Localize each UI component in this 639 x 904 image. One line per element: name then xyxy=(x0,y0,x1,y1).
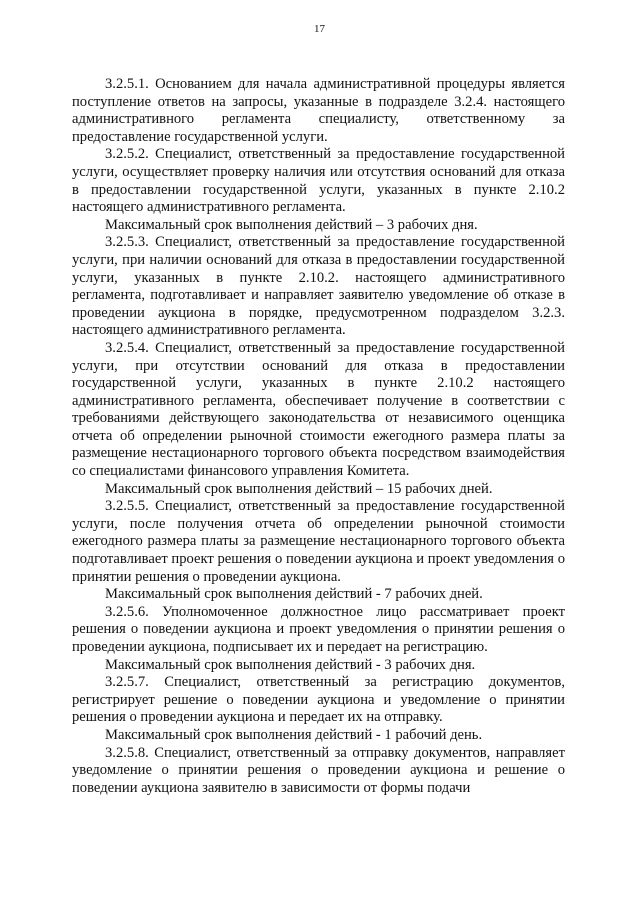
paragraph-3-2-5-7: 3.2.5.7. Специалист, ответственный за регистрацию документов, регистрирует решение о поведении аукциона и уведомление о принятии решения о проведении аукциона и передает их на отправку. xyxy=(72,674,565,726)
paragraph-deadline-15-days: Максимальный срок выполнения действий – 15 рабочих дней. xyxy=(105,480,493,497)
paragraph-deadline-7-days: Максимальный срок выполнения действий - 7 рабочих дней. xyxy=(105,586,483,603)
paragraph-3-2-5-4: 3.2.5.4. Специалист, ответственный за предоставление государственной услуги, при отсутствии оснований для отказа в предоставлении государственной услуги, указанных в пункте 2.10.2 настоящего административного регламента, обеспечивает получение в соответствии с требованиями действующего законодательства от независимого оценщика отчета об определении рыночной стоимости ежегодного размера платы за размещение нестационарного торгового объекта посредством взаимодействия со специалистами финансового управления Комитета. xyxy=(72,339,565,480)
page-number: 17 xyxy=(314,23,325,35)
paragraph-deadline-1-day: Максимальный срок выполнения действий - 1 рабочий день. xyxy=(105,726,483,743)
paragraph-3-2-5-1: 3.2.5.1. Основанием для начала административной процедуры является поступление ответов на запросы, указанные в подразделе 3.2.4. настоящего административного регламента специалисту, ответственному за предоставление государственной услуги. xyxy=(72,76,565,145)
document-body xyxy=(72,76,565,797)
paragraph-3-2-5-2: 3.2.5.2. Специалист, ответственный за предоставление государственной услуги, осуществляет проверку наличия или отсутствия оснований для отказа в предоставлении государственной услуги, указанных в пункте 2.10.2 настоящего административного регламента. xyxy=(72,146,565,216)
paragraph-3-2-5-5: 3.2.5.5. Специалист, ответственный за предоставление государственной услуги, после получения отчета об определении рыночной стоимости ежегодного размера платы за размещение нестационарного торгового объекта подготавливает проект решения о поведении аукциона и проект уведомления о принятии решения о проведении аукциона. xyxy=(72,498,565,585)
paragraph-deadline-3-days-second: Максимальный срок выполнения действий - 3 рабочих дня. xyxy=(105,656,476,673)
paragraph-deadline-3-days: Максимальный срок выполнения действий – 3 рабочих дня. xyxy=(105,216,478,233)
paragraph-3-2-5-8: 3.2.5.8. Специалист, ответственный за отправку документов, направляет уведомление о принятии решения о проведении аукциона и решение о поведении аукциона заявителю в зависимости от формы подачи xyxy=(72,744,565,796)
paragraph-3-2-5-6: 3.2.5.6. Уполномоченное должностное лицо рассматривает проект решения о поведении аукциона и проект уведомления о принятии решения о проведении аукциона, подписывает их и передает на регистрацию. xyxy=(72,603,565,655)
paragraph-3-2-5-3: 3.2.5.3. Специалист, ответственный за предоставление государственной услуги, при наличии оснований для отказа в предоставлении государственной услуги, указанных в пункте 2.10.2. настоящего административного регламента, подготавливает и направляет заявителю уведомление об отказе в проведении аукциона в порядке, предусмотренном подразделом 3.2.3. настоящего административного регламента. xyxy=(72,234,565,339)
